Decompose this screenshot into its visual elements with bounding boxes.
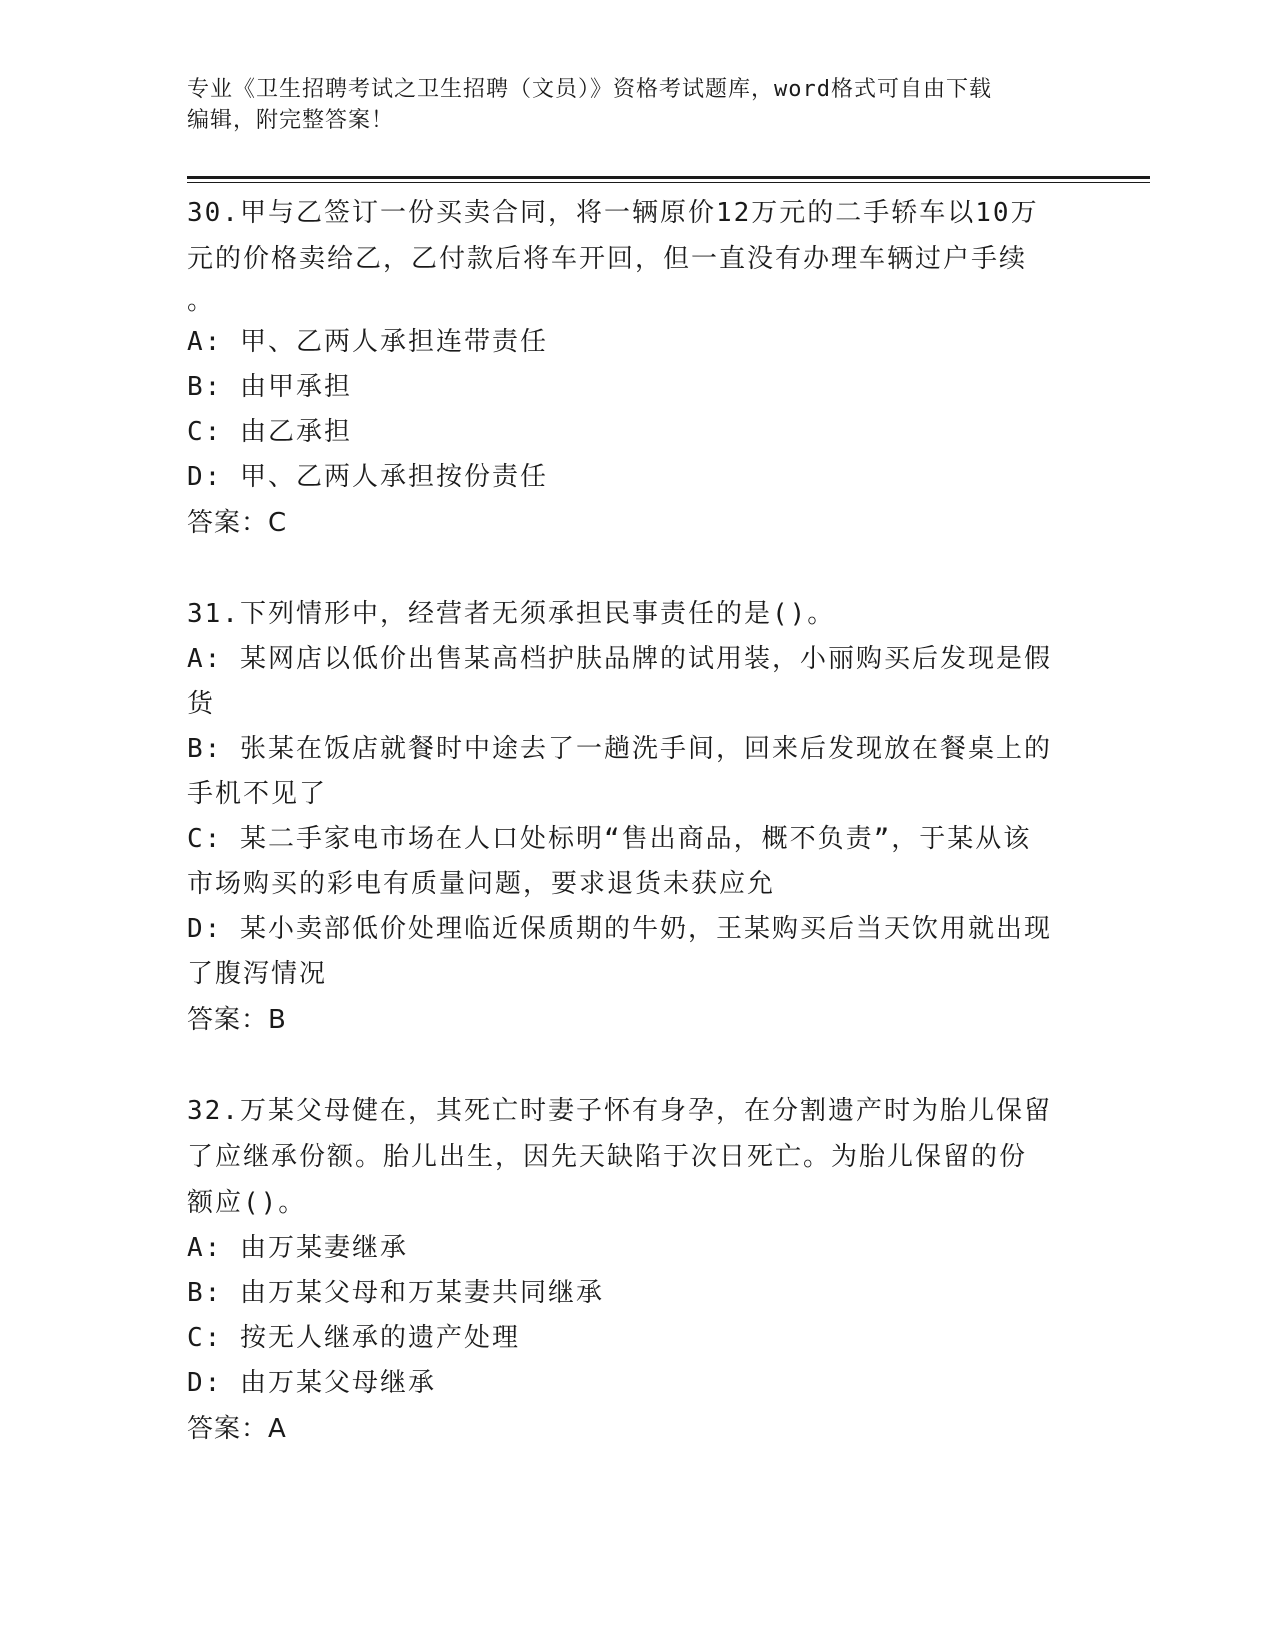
question-stem-line: 30.甲与乙签订一份买卖合同，将一辆原价12万元的二手轿车以10万 xyxy=(187,198,1039,228)
question-stem-line: 了应继承份额。胎儿出生，因先天缺陷于次日死亡。为胎儿保留的份 xyxy=(187,1142,1028,1172)
option-b: B: 由甲承担 xyxy=(187,372,352,402)
option-a-continuation: 货 xyxy=(187,689,216,719)
option-a: A: 甲、乙两人承担连带责任 xyxy=(187,327,548,357)
option-b: B: 由万某父母和万某妻共同继承 xyxy=(187,1278,604,1308)
header-divider-thick xyxy=(187,176,1150,179)
option-d: D: 由万某父母继承 xyxy=(187,1368,436,1398)
question-list xyxy=(187,190,1087,1497)
question-32 xyxy=(187,1088,1087,1452)
question-30 xyxy=(187,190,1087,546)
option-c: C: 由乙承担 xyxy=(187,417,352,447)
option-d: D: 某小卖部低价处理临近保质期的牛奶，王某购买后当天饮用就出现 xyxy=(187,914,1052,944)
option-d: D: 甲、乙两人承担按份责任 xyxy=(187,462,548,492)
header-intro-line: 专业《卫生招聘考试之卫生招聘（文员）》资格考试题库，word格式可自由下载 xyxy=(187,77,992,102)
answer-label: 答案：B xyxy=(187,1005,287,1035)
answer-label: 答案：A xyxy=(187,1414,287,1444)
option-d-continuation: 了腹泻情况 xyxy=(187,959,328,989)
option-c: C: 某二手家电市场在人口处标明“售出商品，概不负责”，于某从该 xyxy=(187,824,1032,854)
question-stem-line: 32.万某父母健在，其死亡时妻子怀有身孕，在分割遗产时为胎儿保留 xyxy=(187,1096,1052,1126)
document-header xyxy=(187,74,1067,136)
question-stem-line: 额应()。 xyxy=(187,1188,307,1218)
question-stem-line: 31.下列情形中，经营者无须承担民事责任的是()。 xyxy=(187,599,836,629)
option-a: A: 某网店以低价出售某高档护肤品牌的试用装，小丽购买后发现是假 xyxy=(187,644,1052,674)
answer-label: 答案：C xyxy=(187,508,288,538)
question-stem-line: 。 xyxy=(187,286,214,316)
header-intro-line: 编辑，附完整答案！ xyxy=(187,108,395,133)
option-c-continuation: 市场购买的彩电有质量问题，要求退货未获应允 xyxy=(187,869,776,899)
question-stem-line: 元的价格卖给乙，乙付款后将车开回，但一直没有办理车辆过户手续 xyxy=(187,244,1028,274)
option-b: B: 张某在饭店就餐时中途去了一趟洗手间，回来后发现放在餐桌上的 xyxy=(187,734,1052,764)
option-b-continuation: 手机不见了 xyxy=(187,779,328,809)
header-divider-thin xyxy=(187,182,1150,183)
question-31 xyxy=(187,591,1087,1043)
option-a: A: 由万某妻继承 xyxy=(187,1233,408,1263)
option-c: C: 按无人继承的遗产处理 xyxy=(187,1323,520,1353)
